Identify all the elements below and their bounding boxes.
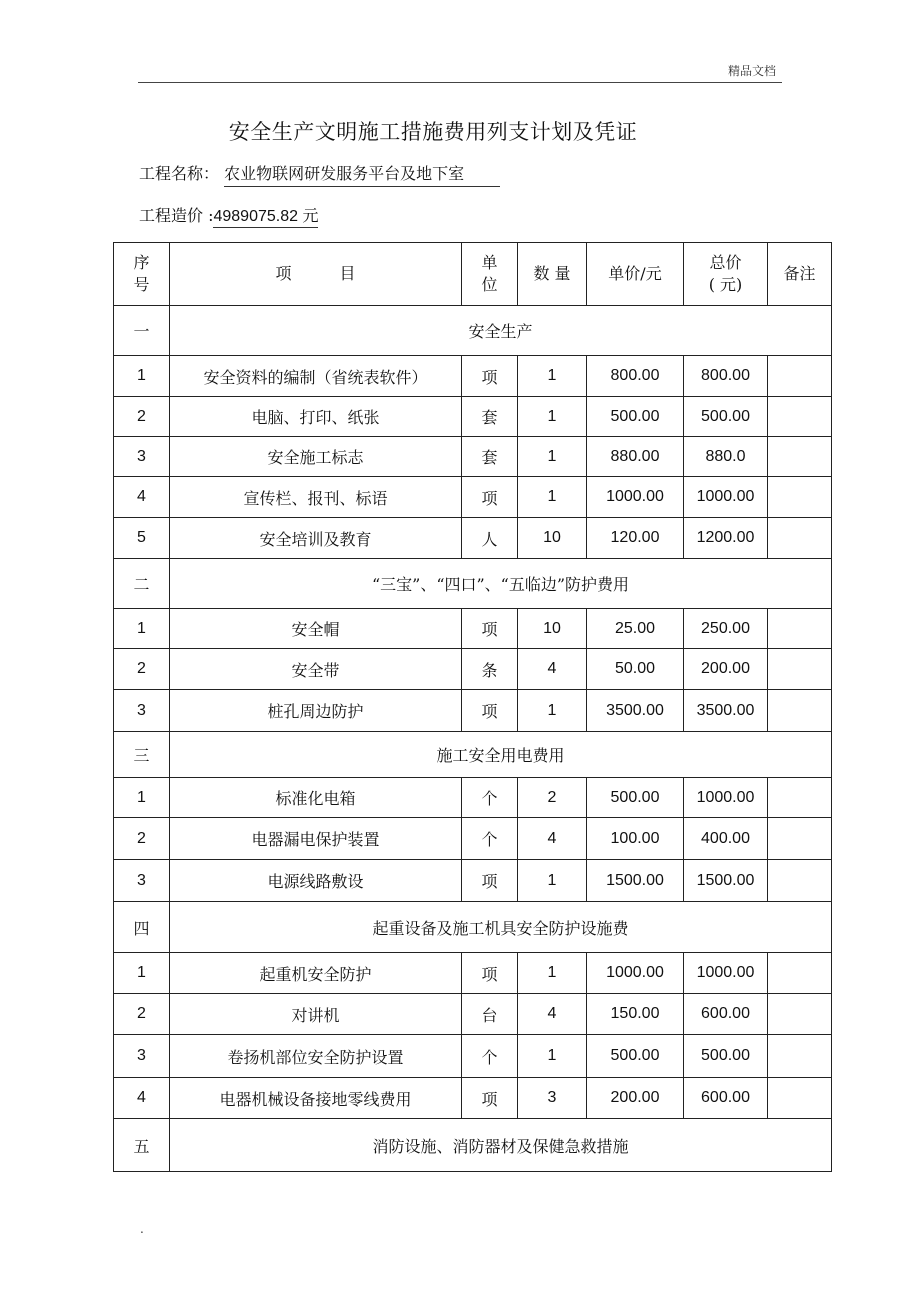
cell-item: 宣传栏、报刊、标语 xyxy=(170,477,462,518)
cell-total: 200.00 xyxy=(684,649,768,690)
table-row xyxy=(114,649,832,690)
cell-unit: 条 xyxy=(462,649,518,690)
cell-unit: 套 xyxy=(462,397,518,437)
cell-note xyxy=(768,818,832,860)
cell-unit: 项 xyxy=(462,860,518,902)
cell-total: 250.00 xyxy=(684,609,768,649)
cell-total: 3500.00 xyxy=(684,690,768,732)
cell-note xyxy=(768,477,832,518)
cell-qty: 1 xyxy=(518,860,587,902)
expense-table-body xyxy=(114,243,832,1172)
cell-note xyxy=(768,953,832,994)
section-name: “三宝”、“四口”、“五临边”防护费用 xyxy=(170,559,832,609)
cell-unit: 套 xyxy=(462,437,518,477)
cell-price: 50.00 xyxy=(587,649,684,690)
cell-item: 标准化电箱 xyxy=(170,778,462,818)
cell-price: 1000.00 xyxy=(587,953,684,994)
project-name-label: 工程名称： xyxy=(139,164,220,183)
header-price: 单价/元 xyxy=(587,243,684,306)
section-name: 安全生产 xyxy=(170,306,832,356)
project-name-value: 农业物联网研发服务平台及地下室 xyxy=(224,161,500,187)
cell-qty: 4 xyxy=(518,818,587,860)
cell-unit: 个 xyxy=(462,778,518,818)
cell-unit: 台 xyxy=(462,994,518,1035)
table-row xyxy=(114,953,832,994)
cell-unit: 项 xyxy=(462,1078,518,1119)
cell-total: 600.00 xyxy=(684,994,768,1035)
cell-qty: 1 xyxy=(518,690,587,732)
cell-total: 1000.00 xyxy=(684,778,768,818)
cell-qty: 1 xyxy=(518,477,587,518)
cell-seq: 3 xyxy=(114,690,170,732)
cell-note xyxy=(768,778,832,818)
table-row xyxy=(114,356,832,397)
header-unit: 单 位 xyxy=(462,243,518,306)
table-row xyxy=(114,778,832,818)
cell-qty: 1 xyxy=(518,397,587,437)
cell-seq: 2 xyxy=(114,994,170,1035)
cell-price: 1000.00 xyxy=(587,477,684,518)
section-name: 消防设施、消防器材及保健急救措施 xyxy=(170,1119,832,1172)
cell-qty: 1 xyxy=(518,953,587,994)
table-header-row xyxy=(114,243,832,306)
document-title: 安全生产文明施工措施费用列支计划及凭证 xyxy=(228,120,638,144)
cell-total: 600.00 xyxy=(684,1078,768,1119)
cell-seq: 3 xyxy=(114,860,170,902)
header-qty: 数 量 xyxy=(518,243,587,306)
cell-note xyxy=(768,690,832,732)
cell-item: 安全培训及教育 xyxy=(170,518,462,559)
project-cost-label: 工程造价 : xyxy=(139,206,214,225)
cell-unit: 项 xyxy=(462,609,518,649)
cell-total: 800.00 xyxy=(684,356,768,397)
cell-item: 安全带 xyxy=(170,649,462,690)
cell-note xyxy=(768,437,832,477)
cell-price: 3500.00 xyxy=(587,690,684,732)
cell-item: 安全施工标志 xyxy=(170,437,462,477)
table-row xyxy=(114,1035,832,1078)
header-total: 总价 ( 元) xyxy=(684,243,768,306)
cell-price: 500.00 xyxy=(587,1035,684,1078)
table-row xyxy=(114,1078,832,1119)
cell-note xyxy=(768,860,832,902)
cell-seq: 2 xyxy=(114,397,170,437)
cell-total: 1200.00 xyxy=(684,518,768,559)
cell-seq: 1 xyxy=(114,609,170,649)
project-cost-unit: 元 xyxy=(302,206,319,225)
project-name-line xyxy=(139,161,500,187)
cell-unit: 项 xyxy=(462,690,518,732)
cell-total: 400.00 xyxy=(684,818,768,860)
cell-item: 对讲机 xyxy=(170,994,462,1035)
cell-price: 800.00 xyxy=(587,356,684,397)
cell-item: 安全帽 xyxy=(170,609,462,649)
cell-note xyxy=(768,397,832,437)
cell-price: 25.00 xyxy=(587,609,684,649)
section-index: 二 xyxy=(114,559,170,609)
cell-seq: 5 xyxy=(114,518,170,559)
cell-total: 500.00 xyxy=(684,1035,768,1078)
section-index: 一 xyxy=(114,306,170,356)
project-cost-line xyxy=(139,203,318,226)
cell-item: 电器漏电保护装置 xyxy=(170,818,462,860)
cell-seq: 3 xyxy=(114,437,170,477)
section-name: 施工安全用电费用 xyxy=(170,732,832,778)
cell-qty: 10 xyxy=(518,609,587,649)
cell-item: 电器机械设备接地零线费用 xyxy=(170,1078,462,1119)
cell-seq: 4 xyxy=(114,477,170,518)
cell-item: 起重机安全防护 xyxy=(170,953,462,994)
table-row xyxy=(114,690,832,732)
cell-item: 电源线路敷设 xyxy=(170,860,462,902)
cell-item: 安全资料的编制（省统表软件） xyxy=(170,356,462,397)
table-row xyxy=(114,994,832,1035)
cell-total: 1000.00 xyxy=(684,477,768,518)
cell-note xyxy=(768,1035,832,1078)
table-row xyxy=(114,437,832,477)
cell-note xyxy=(768,356,832,397)
header-item: 项 目 xyxy=(170,243,462,306)
cell-qty: 1 xyxy=(518,356,587,397)
header-seq: 序 号 xyxy=(114,243,170,306)
expense-table xyxy=(113,242,832,1172)
section-row xyxy=(114,306,832,356)
cell-unit: 项 xyxy=(462,477,518,518)
section-index: 五 xyxy=(114,1119,170,1172)
cell-note xyxy=(768,518,832,559)
section-index: 三 xyxy=(114,732,170,778)
cell-total: 500.00 xyxy=(684,397,768,437)
table-row xyxy=(114,477,832,518)
project-cost-amount: 4989075.82 xyxy=(213,208,299,225)
cell-price: 100.00 xyxy=(587,818,684,860)
cell-qty: 1 xyxy=(518,1035,587,1078)
page-header-text: 精品文档 xyxy=(728,64,777,78)
table-row xyxy=(114,518,832,559)
table-row xyxy=(114,860,832,902)
header-note: 备注 xyxy=(768,243,832,306)
section-row xyxy=(114,559,832,609)
table-row xyxy=(114,397,832,437)
section-row xyxy=(114,1119,832,1172)
cell-item: 桩孔周边防护 xyxy=(170,690,462,732)
section-row xyxy=(114,732,832,778)
cell-total: 1500.00 xyxy=(684,860,768,902)
cell-note xyxy=(768,994,832,1035)
cell-price: 120.00 xyxy=(587,518,684,559)
footer-mark: . xyxy=(140,1222,144,1236)
cell-note xyxy=(768,649,832,690)
cell-qty: 1 xyxy=(518,437,587,477)
section-index: 四 xyxy=(114,902,170,953)
cell-seq: 2 xyxy=(114,818,170,860)
cell-qty: 3 xyxy=(518,1078,587,1119)
cell-seq: 1 xyxy=(114,953,170,994)
cell-price: 880.00 xyxy=(587,437,684,477)
header-divider xyxy=(138,82,782,83)
cell-price: 200.00 xyxy=(587,1078,684,1119)
cell-item: 电脑、打印、纸张 xyxy=(170,397,462,437)
cell-qty: 4 xyxy=(518,649,587,690)
cell-unit: 人 xyxy=(462,518,518,559)
cell-qty: 2 xyxy=(518,778,587,818)
cell-unit: 项 xyxy=(462,356,518,397)
cell-unit: 个 xyxy=(462,818,518,860)
section-name: 起重设备及施工机具安全防护设施费 xyxy=(170,902,832,953)
cell-total: 1000.00 xyxy=(684,953,768,994)
cell-note xyxy=(768,609,832,649)
cell-item: 卷扬机部位安全防护设置 xyxy=(170,1035,462,1078)
section-row xyxy=(114,902,832,953)
cell-qty: 4 xyxy=(518,994,587,1035)
table-row xyxy=(114,609,832,649)
cell-note xyxy=(768,1078,832,1119)
cell-price: 500.00 xyxy=(587,778,684,818)
cell-seq: 1 xyxy=(114,778,170,818)
cell-seq: 3 xyxy=(114,1035,170,1078)
cell-price: 150.00 xyxy=(587,994,684,1035)
cell-unit: 个 xyxy=(462,1035,518,1078)
table-row xyxy=(114,818,832,860)
cell-seq: 1 xyxy=(114,356,170,397)
cell-qty: 10 xyxy=(518,518,587,559)
cell-price: 1500.00 xyxy=(587,860,684,902)
cell-total: 880.0 xyxy=(684,437,768,477)
cell-seq: 4 xyxy=(114,1078,170,1119)
cell-price: 500.00 xyxy=(587,397,684,437)
project-cost-value xyxy=(213,208,318,228)
cell-seq: 2 xyxy=(114,649,170,690)
cell-unit: 项 xyxy=(462,953,518,994)
